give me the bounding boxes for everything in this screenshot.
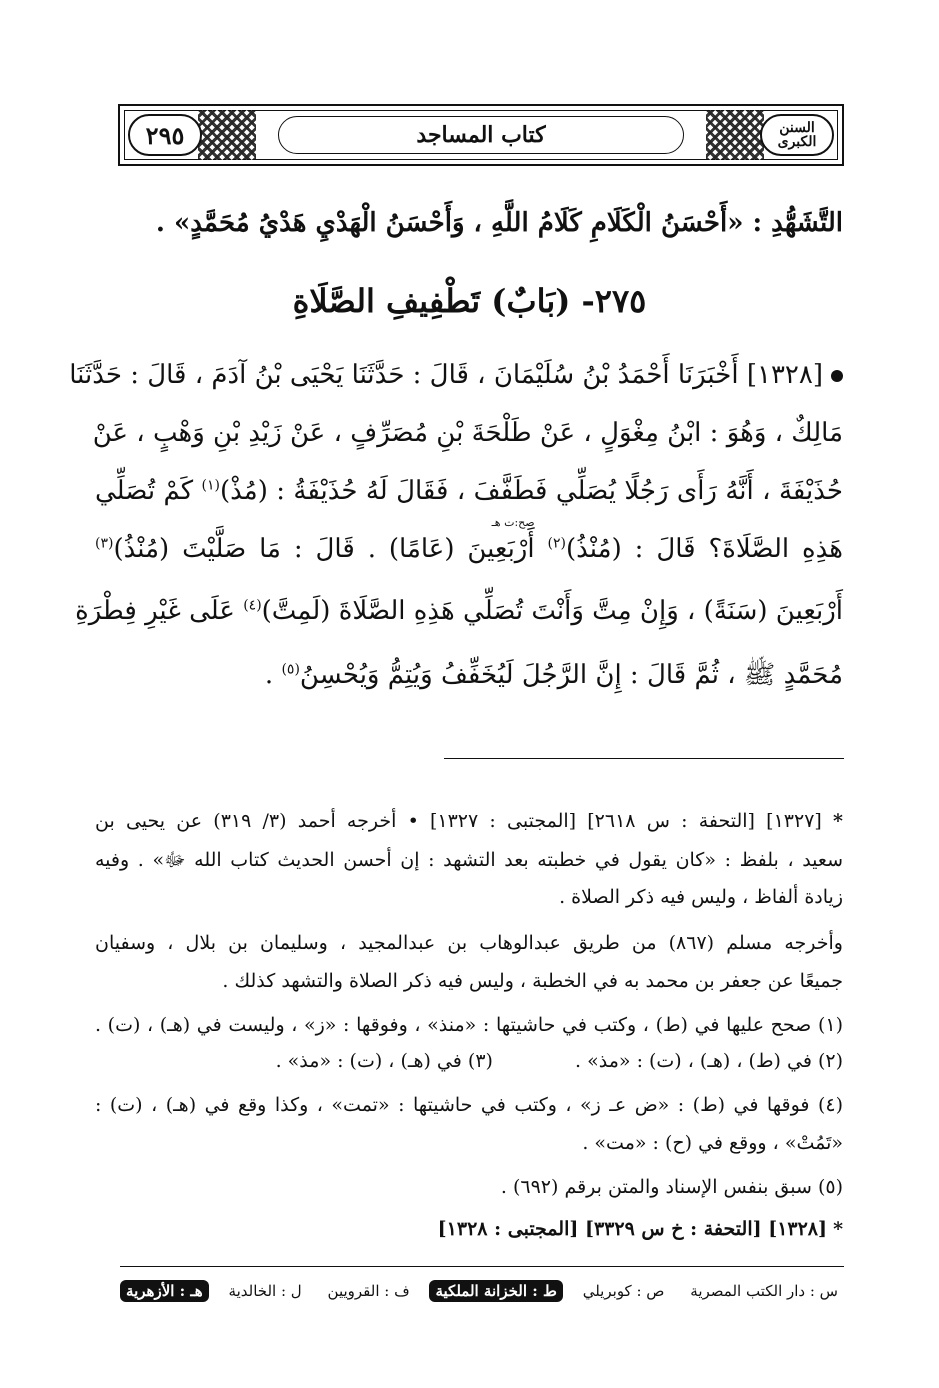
hadith-line: أَرْبَعِينَ (سَنَةً) ، وَإِنْ مِتَّ وَأَنْتَ تُصَلِّي هَذِهِ الصَّلَاةَ (لَمِتَّ)$^{(٤)}$ عَلَى غَيْرِ فِطْرَةِ [75,596,843,626]
running-title-box [278,116,684,154]
footnote-line: (١) صحح عليها في (ط) ، وكتب في حاشيتها : «منذ» ، وفوقها : «ز» ، وليست في (هـ) ، (ت) . [95,1014,843,1036]
hadith-line: مُحَمَّدٍ ﷺ ، ثُمَّ قَالَ : إِنَّ الرَّجُلَ لَيُخَفِّفُ وَيُتِمُّ وَيُحْسِنُ$^{(٥)}$ . [264,660,843,690]
footnote-line: (٥) سبق بنفس الإسناد والمتن برقم (٦٩٢) . [500,1176,843,1198]
logo-line-2: الكبرى [777,134,817,150]
footnote-line: (٢) في (ط) ، (هـ) ، (ت) : «مذ» . (٣) في (هـ) ، (ت) : «مذ» . [275,1050,843,1072]
page-number-box [128,114,202,156]
footnote-ref: (٢) [547,535,566,552]
footnote-separator [444,758,844,759]
ornament-band-right [706,110,764,160]
running-title: كتاب المساجد [416,122,546,148]
footnote-ref: (٥) [281,661,300,678]
hadith-line: [١٣٢٨] أَخْبَرَنَا أَحْمَدُ بْنُ سُلَيْمَانَ ، قَالَ : حَدَّثَنَا يَحْيَى بْنُ آدَمَ ، قَالَ : حَدَّثَنَا [95,360,843,390]
chapter-heading: ٢٧٥- (بَابٌ) تَطْفِيفِ الصَّلَاةِ [292,282,647,320]
book-logo [760,114,834,156]
continuation-line: التَّشَهُّدِ : «أَحْسَنُ الْكَلَامِ كَلَامُ اللَّهِ ، وَأَحْسَنُ الْهَدْيِ هَدْيُ مُحَمَّدٍ» . [155,208,843,238]
footnote-line: «تَمُتْ» ، ووقع في (ح) : «مت» . [582,1132,843,1154]
hadith-line: حُذَيْفَةَ ، أَنَّهُ رَأَى رَجُلًا يُصَلِّي فَطَفَّفَ ، فَقَالَ لَهُ حُذَيْفَةُ : (مُذْ)$^{(١)}$ كَمْ تُصَلِّي [95,476,843,506]
hadith-line: مَالِكٌ ، وَهُوَ : ابْنُ مِغْوَلٍ ، عَنْ طَلْحَةَ بْنِ مُصَرِّفٍ ، عَنْ زَيْدِ بْنِ وَهْبٍ ، عَنْ [92,418,843,448]
legend-item: ف : القرويين [327,1282,410,1300]
legend-item-highlighted: ط : الخزانة الملكية [429,1280,562,1302]
legend-rule [120,1266,844,1267]
footnote-line: زيادة ألفاظ ، وليس فيه ذكر الصلاة . [559,886,843,908]
hadith-line: هَذِهِ الصَّلَاةَ؟ قَالَ : (مُنْذُ)$^{(٢)}$ صح:ت هـ أَرْبَعِينَ (عَامًا) . قَالَ : مَا صَلَّيْتَ (مُنْذُ)$^{(٣)}$ [95,516,844,564]
footnote-line: جميعًا عن جعفر بن محمد به في الخطبة ، وليس فيه ذكر الصلاة والتشهد كذلك . [222,970,843,992]
legend-item: س : دار الكتب المصرية [690,1282,838,1300]
legend-item-highlighted: هـ : الأزهرية [120,1280,209,1302]
ornament-band-left [198,110,256,160]
footnote-ref: (٣) [95,535,114,552]
footnote-line: * [١٣٢٨] [التحفة : خ س ٣٣٢٩] [المجتبى : ١٣٢٨] [437,1218,843,1240]
footnote-line: (٤) فوقها في (ط) : «ض عـ ز» ، وكتب في حاشيتها : «تمت» ، وكذا وقع في (هـ) ، (ت) : [95,1094,843,1116]
star-marker: * [833,810,843,832]
footnote-line: سعيد ، بلفظ : «كان يقول في خطبته بعد التشهد : إن أحسن الحديث كتاب الله ﷻ» . وفيه [95,849,843,871]
logo-line-1: السنن [779,120,815,136]
manuscript-legend [120,1276,844,1306]
page-number: ٢٩٥ [145,120,185,150]
legend-item: ل : الخالدية [228,1282,302,1300]
page-header [118,104,844,166]
footnote-line: وأخرجه مسلم (٨٦٧) من طريق عبدالوهاب بن عبدالمجيد ، وسليمان بن بلال ، وسفيان [95,932,843,954]
footnote-ref: (١) [201,477,220,494]
bullet-icon [831,370,843,382]
star-marker: * [833,1218,843,1240]
footnote-line: * [١٣٢٧] [التحفة : س ٢٦١٨] [المجتبى : ١٣٢٧] • أخرجه أحمد (٣/ ٣١٩) عن يحيى بن [95,810,843,832]
legend-item: ص : كوبريلي [582,1282,665,1300]
margin-mark: صح:ت هـ [491,516,535,529]
footnote-ref: (٤) [243,597,262,614]
